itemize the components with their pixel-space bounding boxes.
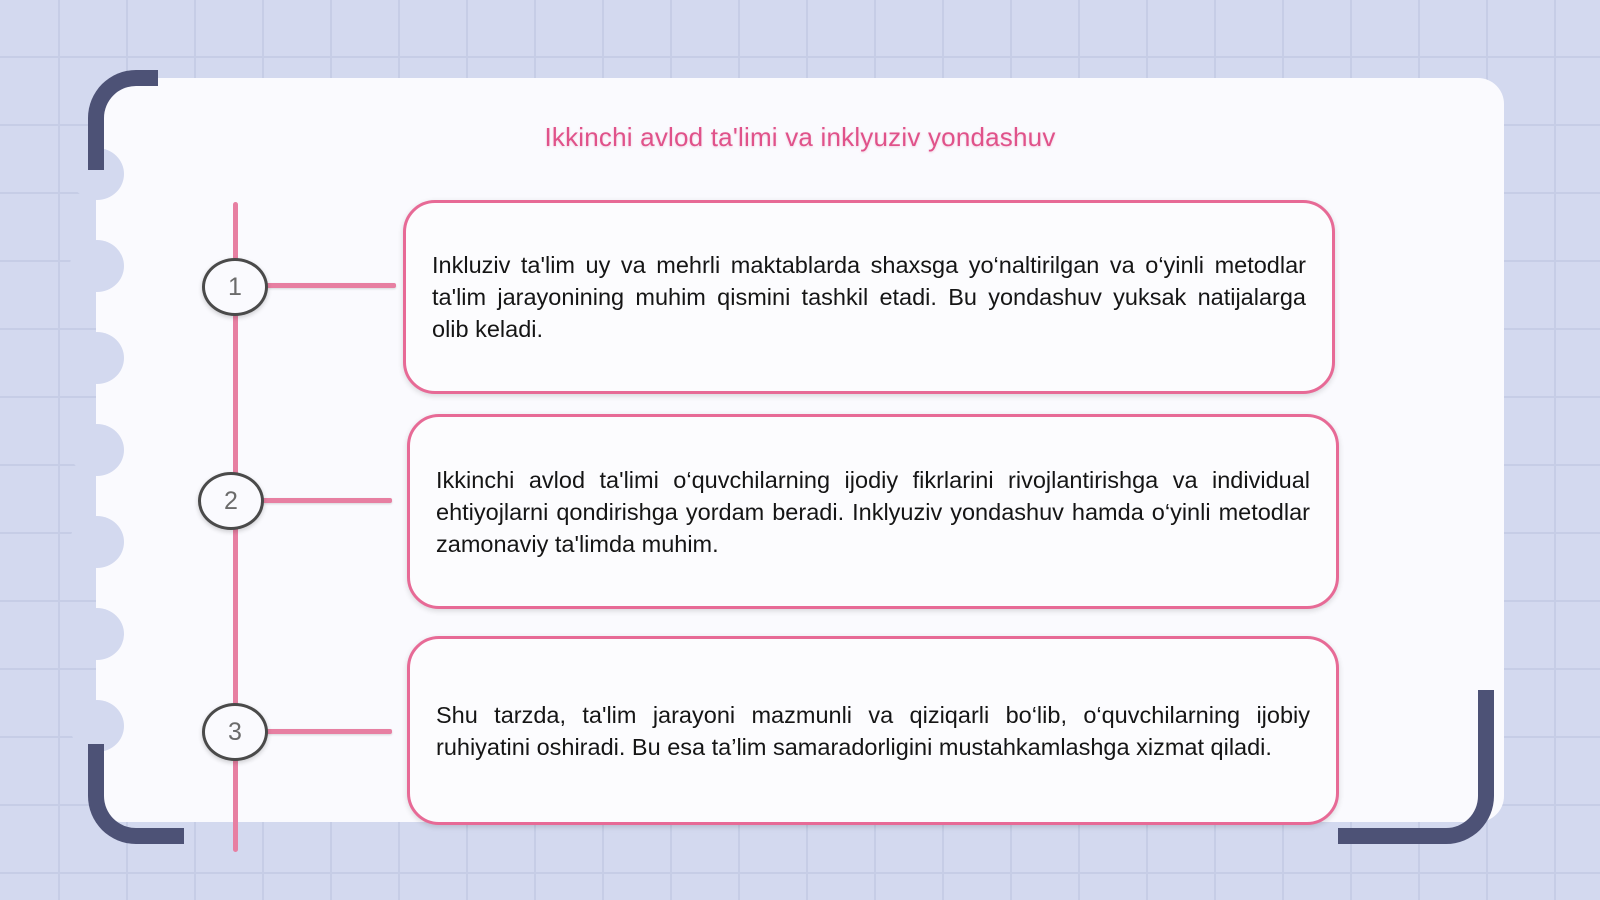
corner-bracket-bottom-right — [1338, 690, 1494, 844]
notebook-notch — [70, 332, 124, 384]
notebook-notch — [70, 608, 124, 660]
step-text: Ikkinchi avlod ta'limi o‘quvchilarning ijodiy fikrlarini rivojlantirishga va individual ehtiyojlarni qondirishga yordam beradi. Inklyuziv yondashuv hamda o‘yinli metodlar zamonaviy ta'limda muhim. — [436, 466, 1310, 557]
timeline-connector — [266, 729, 392, 734]
step-number-circle: 3 — [202, 703, 268, 761]
slide-title: Ikkinchi avlod ta'limi va inklyuziv yondashuv — [544, 122, 1056, 152]
notebook-notch — [70, 516, 124, 568]
step-text: Shu tarzda, ta'lim jarayoni mazmunli va qiziqarli bo‘lib, o‘quvchilarning ijobiy ruhiyatini oshiradi. Bu esa ta’lim samaradorligini mustahkamlashga xizmat qiladi. — [436, 701, 1310, 760]
step-card — [407, 414, 1339, 609]
step-card — [403, 200, 1335, 394]
step-card — [407, 636, 1339, 825]
notebook-notch — [70, 424, 124, 476]
step-text: Inkluziv ta'lim uy va mehrli maktablarda shaxsga yo‘naltirilgan va o‘yinli metodlar ta'lim jarayonining muhim qismini tashkil etadi. Bu yondashuv yuksak natijalarga olib keladi. — [432, 252, 1306, 342]
timeline-connector — [262, 498, 392, 503]
timeline-connector — [266, 283, 396, 288]
corner-bracket-bottom-left — [88, 744, 184, 844]
step-number-circle: 2 — [198, 472, 264, 530]
notebook-notch — [70, 240, 124, 292]
step-number-circle: 1 — [202, 258, 268, 316]
corner-bracket-top-left — [88, 70, 158, 170]
